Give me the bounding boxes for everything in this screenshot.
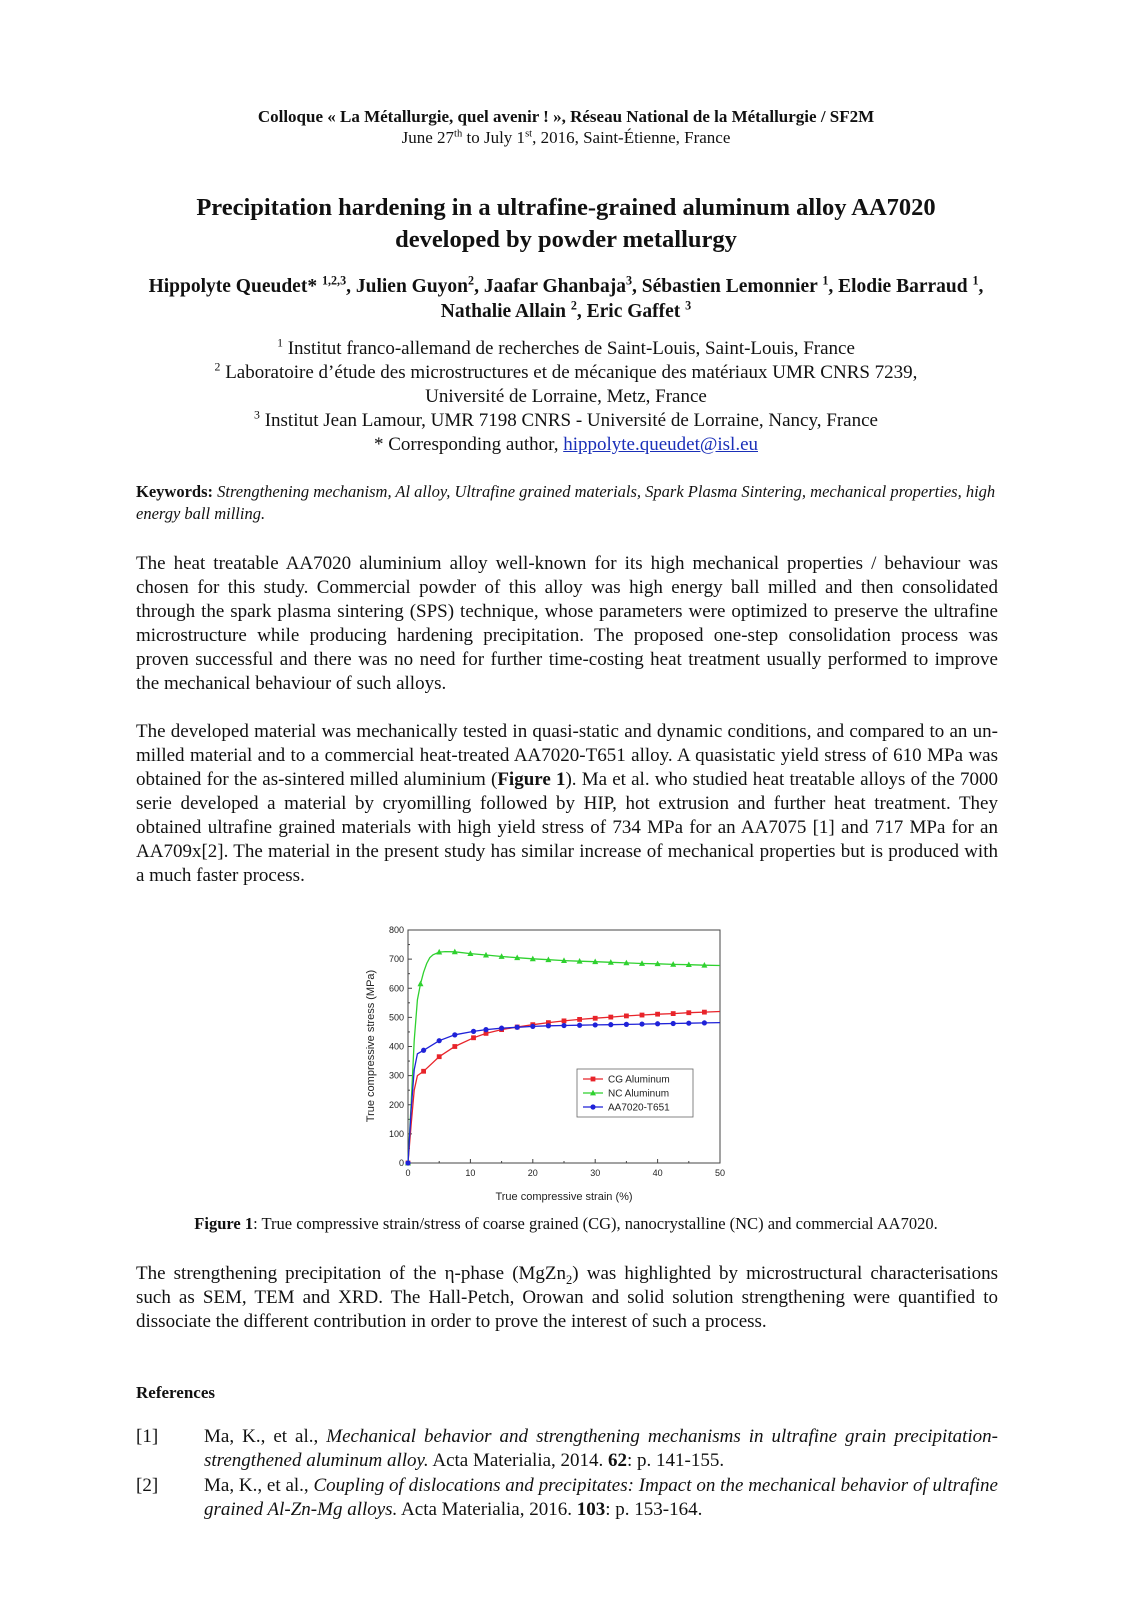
- x-axis-label: True compressive strain (%): [495, 1191, 633, 1203]
- x-tick-label: 50: [714, 1168, 726, 1178]
- y-tick-label: 0: [398, 1158, 404, 1168]
- date-part: June 27: [401, 128, 455, 147]
- affiliation-1: $^1$ Institut franco-allemand de recherches de Saint-Louis, Saint-Louis, France: [277, 336, 855, 359]
- data-point: [417, 981, 423, 987]
- legend-label: CG Aluminum: [608, 1074, 670, 1086]
- stress-strain-chart: [360, 915, 760, 1205]
- author-list: [120, 274, 1012, 324]
- affiliation-2: $^2$ Laboratoire d’étude des microstructures et de mécanique des matériaux UMR CNRS 7239,: [214, 360, 918, 383]
- y-tick-label: 500: [388, 1012, 404, 1023]
- y-tick-label: 800: [388, 925, 404, 935]
- series-line-1: [408, 952, 720, 1163]
- reference-number: [1]: [136, 1426, 159, 1447]
- affiliation-3: $^3$ Institut Jean Lamour, UMR 7198 CNRS - Université de Lorraine, Nancy, France: [254, 408, 878, 431]
- data-point: [593, 1016, 598, 1021]
- data-point: [515, 1025, 520, 1030]
- y-axis-label: True compressive stress (MPa): [365, 969, 377, 1123]
- x-tick-label: 0: [405, 1168, 411, 1178]
- data-point: [640, 1013, 645, 1018]
- author: Jaafar Ghanbaja$^3$,: [483, 273, 642, 297]
- data-point: [608, 1015, 613, 1020]
- data-point: [671, 1021, 676, 1026]
- data-point: [686, 1010, 691, 1015]
- figure-caption-text: : True compressive strain/stress of coarse grained (CG), nanocrystalline (NC) and commercial AA7020.: [253, 1214, 938, 1233]
- data-point: [655, 1012, 660, 1017]
- data-point: [437, 1038, 442, 1043]
- data-point: [624, 1022, 629, 1027]
- figure-caption-label: Figure 1: [194, 1214, 254, 1233]
- y-tick-label: 700: [388, 954, 404, 965]
- paper-title: [100, 192, 1032, 256]
- y-tick-label: 200: [388, 1099, 404, 1110]
- series-markers: [405, 949, 707, 1166]
- data-point: [546, 1023, 551, 1028]
- figure-reference: Figure 1: [497, 769, 566, 790]
- data-point: [421, 1048, 426, 1053]
- data-point: [639, 1021, 644, 1026]
- keywords-label: Keywords:: [136, 482, 213, 501]
- legend-label: NC Aluminum: [608, 1088, 670, 1100]
- conference-header: [0, 106, 1132, 148]
- data-point: [593, 1022, 598, 1027]
- author: Eric Gaffet $^3$: [586, 298, 692, 322]
- data-point: [452, 1032, 457, 1037]
- data-point: [530, 1024, 535, 1029]
- conference-name: Colloque « La Métallurgie, quel avenir ! », Réseau National de la Métallurgie / SF2M: [257, 107, 875, 126]
- keywords-value: Strengthening mechanism, Al alloy, Ultrafine grained materials, Spark Plasma Sintering, mechanical properties, high energy ball milling: [136, 482, 996, 523]
- x-tick-label: 40: [652, 1168, 663, 1178]
- series-lines: [408, 952, 720, 1163]
- date-part: to July 1: [462, 128, 526, 147]
- references-heading: References: [136, 1383, 215, 1402]
- author: Julien Guyon$^2$,: [355, 273, 484, 297]
- paragraph-3: The strengthening precipitation of the η-phase (MgZn$_2$) was highlighted by microstructural characterisations such as SEM, TEM and XRD. The Hall-Petch, Orowan and solid solution strengthening were quantified to dissociate the different contribution in order to prove the interest of such a process.: [136, 1263, 998, 1332]
- keywords: Keywords: Strengthening mechanism, Al alloy, Ultrafine grained materials, Spark Plasma Sintering, mechanical properties, high energy ball milling.: [136, 482, 996, 523]
- date-sup: th: [454, 128, 463, 140]
- chart-legend: [577, 1069, 693, 1117]
- date-part: , 2016, Saint-Étienne, France: [532, 128, 731, 147]
- affiliation-2-continued: Université de Lorraine, Metz, France: [425, 386, 707, 407]
- paragraph-1: The heat treatable AA7020 aluminium alloy well-known for its high mechanical properties / behaviour was chosen for this study. Commercial powder of this alloy was high energy ball milled and then consolidated through the spark plasma sintering (SPS) technique, whose parameters were optimized to preserve the ultrafine microstructure while producing hardening precipitation. The proposed one-step consolidation process was proven successful and there was no need for further time-costing heat treatment usually performed to improve the mechanical behaviour of such alloys.: [136, 553, 998, 694]
- data-point: [471, 1035, 476, 1040]
- data-point: [562, 1018, 567, 1023]
- reference-text: Ma, K., et al., Mechanical behavior and strengthening mechanisms in ultrafine grain precipitation-strengthened aluminum alloy. Acta Materialia, 2014. 62: p. 141-155.: [204, 1426, 998, 1471]
- affiliations: [0, 337, 1132, 457]
- data-point: [437, 1054, 442, 1059]
- data-point: [655, 1021, 660, 1026]
- data-point: [577, 1023, 582, 1028]
- x-tick-label: 20: [527, 1168, 538, 1178]
- figure-caption: [0, 1213, 1132, 1235]
- email-link[interactable]: hippolyte.queudet@isl.eu: [563, 434, 758, 455]
- reference-item: [136, 1474, 998, 1522]
- data-point: [577, 1017, 582, 1022]
- x-tick-label: 10: [465, 1168, 476, 1178]
- data-point: [405, 1160, 410, 1165]
- data-point: [702, 1010, 707, 1015]
- legend-swatch-marker: [591, 1077, 596, 1082]
- y-tick-label: 600: [388, 983, 404, 994]
- author: Elodie Barraud $^1$,: [838, 273, 984, 297]
- reference-number: [2]: [136, 1475, 159, 1496]
- y-tick-label: 300: [388, 1070, 404, 1081]
- data-point: [499, 1026, 504, 1031]
- author: Nathalie Allain $^2$,: [440, 298, 587, 322]
- reference-text: Ma, K., et al., Coupling of dislocations and precipitates: Impact on the mechanical behavior of ultrafine grained Al-Zn-Mg alloys. Acta Materialia, 2016. 103: p. 153-164.: [204, 1475, 998, 1520]
- x-tick-label: 30: [590, 1168, 601, 1178]
- title-line: Precipitation hardening in a ultrafine-grained aluminum alloy AA7020: [196, 194, 936, 221]
- x-axis: [405, 1159, 725, 1178]
- y-axis: [389, 925, 412, 1168]
- data-point: [452, 1044, 457, 1049]
- data-point: [686, 1021, 691, 1026]
- y-tick-label: 100: [388, 1128, 404, 1139]
- data-point: [471, 1029, 476, 1034]
- author: Sébastien Lemonnier $^1$,: [641, 273, 839, 297]
- data-point: [671, 1011, 676, 1016]
- title-line: developed by powder metallurgy: [395, 226, 737, 253]
- author: Hippolyte Queudet* $^{1,2,3}$,: [148, 273, 356, 297]
- paragraph-2: The developed material was mechanically tested in quasi-static and dynamic conditions, and compared to an un-milled material and to a commercial heat-treated AA7020-T651 alloy. A quasistatic yield stress of 610 MPa was obtained for the as-sintered milled aluminium (Figure 1). Ma et al. who studied heat treatable alloys of the 7000 serie developed a material by cryomilling followed by HIP, hot extrusion and further heat treatment. They obtained ultrafine grained materials with high yield stress of 734 MPa for an AA7075 [1] and 717 MPa for an AA709x[2]. The material in the present study has similar increase of mechanical properties but is produced with a much faster process.: [136, 721, 999, 886]
- corresponding-author: * Corresponding author, hippolyte.queudet@isl.eu: [373, 434, 758, 455]
- y-tick-label: 400: [388, 1041, 404, 1052]
- reference-item: [136, 1425, 998, 1473]
- date-sup: st: [525, 128, 533, 140]
- data-point: [561, 1023, 566, 1028]
- data-point: [702, 1020, 707, 1025]
- data-point: [608, 1022, 613, 1027]
- data-point: [483, 1027, 488, 1032]
- conference-date: [0, 127, 1132, 148]
- data-point: [624, 1014, 629, 1019]
- legend-label: AA7020-T651: [608, 1102, 670, 1114]
- data-point: [421, 1069, 426, 1074]
- legend-swatch-marker: [590, 1104, 595, 1109]
